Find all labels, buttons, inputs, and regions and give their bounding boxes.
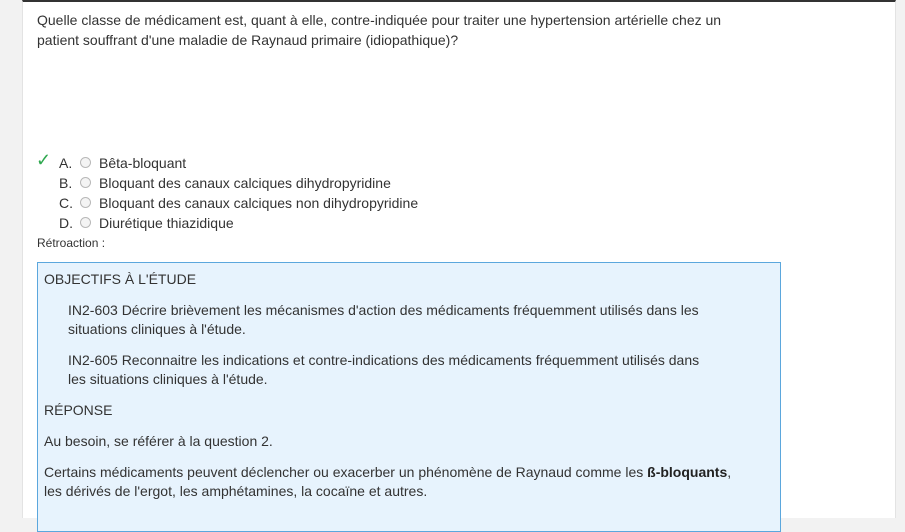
response-reference: Au besoin, se référer à la question 2. <box>44 433 273 449</box>
answer-label: Diurétique thiazidique <box>99 215 234 231</box>
answer-letter: C. <box>59 195 73 211</box>
response-text-end: , les dérivés de l'ergot, les amphétamines, la cocaïne et autres. <box>44 464 732 499</box>
radio-button[interactable] <box>80 197 91 208</box>
answer-option-a[interactable] <box>23 150 443 173</box>
answer-label: Bloquant des canaux calciques dihydropyridine <box>99 175 391 191</box>
answer-letter: A. <box>59 155 73 171</box>
radio-button[interactable] <box>80 157 91 168</box>
feedback-box <box>37 262 781 532</box>
response-explanation <box>44 463 734 501</box>
answer-option-c[interactable] <box>23 193 443 213</box>
answer-option-d[interactable] <box>23 213 443 233</box>
answer-label: Bêta-bloquant <box>99 155 187 171</box>
answer-list <box>23 150 443 233</box>
objective-in2-605: IN2-605 Reconnaitre les indications et contre-indications des médicaments fréquemment utilisés dans les situations cliniques à l'étude. <box>68 352 700 387</box>
question-panel <box>22 0 896 518</box>
radio-button[interactable] <box>80 217 91 228</box>
question-text: Quelle classe de médicament est, quant à elle, contre-indiquée pour traiter une hypertension artérielle chez un patient souffrant d'une maladie de Raynaud primaire (idiopathique)? <box>37 12 722 48</box>
answer-letter: B. <box>59 175 73 191</box>
response-text-start: Certains médicaments peuvent déclencher ou exacerber un phénomène de Raynaud comme les <box>44 464 648 480</box>
response-bold-term: ß-bloquants <box>647 464 728 480</box>
answer-option-b[interactable] <box>23 173 443 193</box>
feedback-label: Rétroaction : <box>37 236 106 250</box>
response-heading: RÉPONSE <box>44 402 113 418</box>
answer-letter: D. <box>59 215 73 231</box>
checkmark-icon: ✓ <box>36 150 52 170</box>
objectives-heading: OBJECTIFS À L'ÉTUDE <box>44 271 197 287</box>
objective-in2-603: IN2-603 Décrire brièvement les mécanismes d'action des médicaments fréquemment utilisés dans les situations cliniques à l'étude. <box>68 302 699 337</box>
answer-label: Bloquant des canaux calciques non dihydropyridine <box>99 195 419 211</box>
radio-button[interactable] <box>80 177 91 188</box>
